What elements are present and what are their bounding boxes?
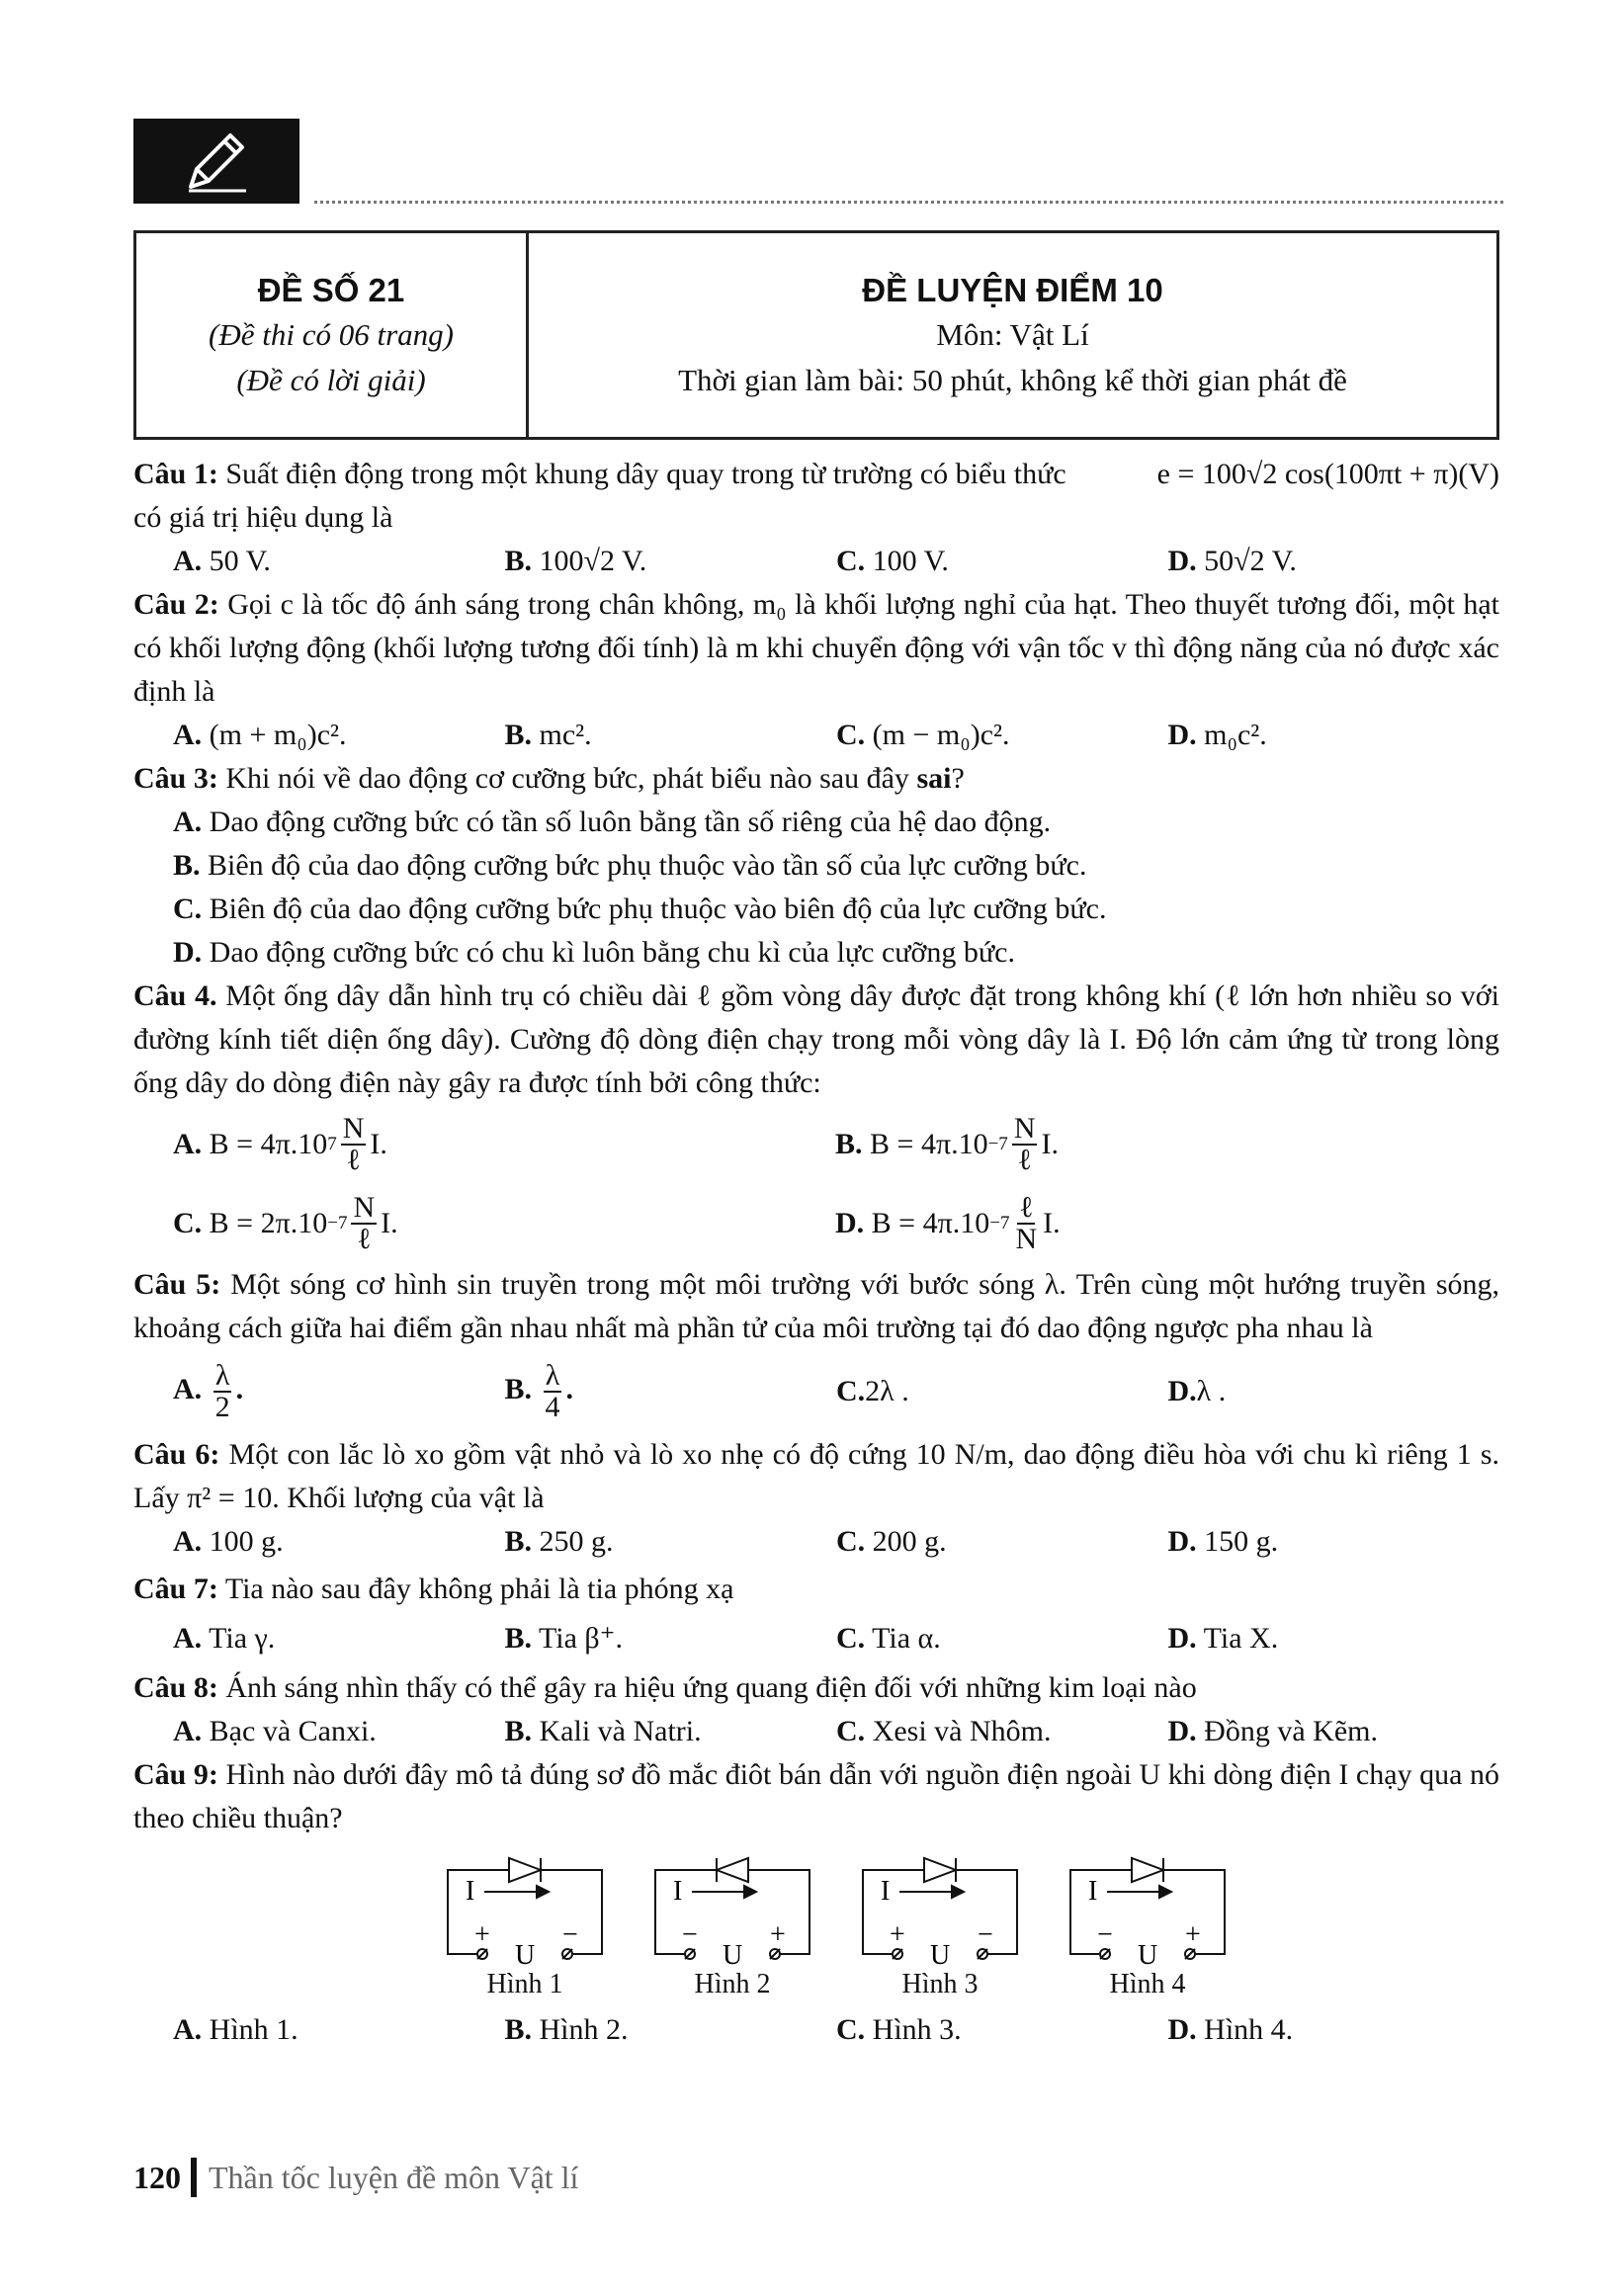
- options: [133, 2008, 1499, 2052]
- option-a[interactable]: A. Tia γ.: [173, 1622, 276, 1655]
- exponent: 7: [327, 1134, 337, 1154]
- right-terminal-sign: +: [770, 1919, 786, 1950]
- left-terminal-sign: +: [474, 1919, 490, 1950]
- formula: e = 100√2 cos(100πt + π)(V): [1156, 458, 1499, 490]
- circuit-figures: [173, 1850, 1499, 2000]
- question-text: có giá trị hiệu dụng là: [133, 501, 393, 534]
- options-row-1: [133, 1105, 1499, 1184]
- exam-info: [136, 233, 529, 437]
- option-letter: B.: [504, 1622, 533, 1655]
- voltage-label: U: [515, 1940, 536, 1969]
- option-d[interactable]: D. Hình 4.: [1167, 2013, 1294, 2046]
- exponent: −7: [327, 1213, 348, 1233]
- option-d[interactable]: [1168, 1370, 1500, 1413]
- question-label: Câu 1:: [133, 458, 218, 490]
- option-d[interactable]: D. Đồng và Kẽm.: [1167, 1715, 1378, 1747]
- option-letter: B.: [504, 545, 533, 577]
- figure-2: [647, 1850, 817, 2000]
- option-b[interactable]: B. 250 g.: [504, 1525, 614, 1558]
- question-label: Câu 6:: [133, 1438, 220, 1471]
- fraction: [213, 1361, 232, 1422]
- option-a[interactable]: A. Dao động cưỡng bức có tần số luôn bằng tần số riêng của hệ dao động.: [173, 806, 1052, 838]
- option-d[interactable]: D. 50√2 V.: [1167, 545, 1297, 577]
- option-c[interactable]: C. 200 g.: [836, 1525, 947, 1558]
- figure-caption: Hình 1: [486, 1969, 563, 1999]
- option-b[interactable]: B. mc².: [504, 719, 592, 751]
- option-letter: C.: [173, 1207, 203, 1239]
- exam-duration: Thời gian làm bài: 50 phút, không kể thời gian phát đề: [678, 363, 1347, 397]
- option-d[interactable]: D. Dao động cưỡng bức có chu kì luôn bằng chu kì của lực cưỡng bức.: [173, 936, 1015, 969]
- option-letter: C.: [836, 2013, 866, 2046]
- option-c[interactable]: C. 100 V.: [836, 545, 949, 577]
- question-2: [133, 583, 1499, 714]
- right-terminal-sign: −: [978, 1919, 993, 1950]
- options: [133, 714, 1499, 757]
- option-tail: .: [565, 1372, 574, 1405]
- question-label: Câu 8:: [133, 1671, 218, 1704]
- option-letter: D.: [1167, 719, 1197, 751]
- question-7: [133, 1568, 1499, 1611]
- option-c[interactable]: C. Xesi và Nhôm.: [836, 1715, 1052, 1747]
- option-letter: C.: [836, 545, 866, 577]
- option-letter: A.: [173, 1622, 203, 1655]
- option-letter: A.: [173, 1128, 203, 1160]
- figure-3: [855, 1850, 1025, 2000]
- fraction: [341, 1114, 367, 1175]
- option-a[interactable]: [173, 1361, 505, 1422]
- denominator: ℓ: [346, 1144, 361, 1176]
- solution-note: (Đề có lời giải): [236, 363, 426, 397]
- footer-divider: [191, 2158, 197, 2197]
- question-label: Câu 5:: [133, 1268, 221, 1301]
- option-letter: A.: [173, 719, 203, 751]
- voltage-label: U: [1138, 1940, 1158, 1969]
- formula-lhs: B = 4π.10: [871, 1207, 990, 1239]
- option-letter: B.: [504, 1525, 533, 1558]
- fraction: [1013, 1193, 1039, 1254]
- option-letter: D.: [835, 1207, 865, 1239]
- option-letter: A.: [173, 1525, 203, 1558]
- option-letter: D.: [1167, 545, 1197, 577]
- option-a[interactable]: A. 100 g.: [173, 1525, 284, 1558]
- question-text: Khi nói về dao động cơ cưỡng bức, phát biểu nào sau đây: [225, 762, 909, 795]
- option-letter: B.: [504, 2013, 533, 2046]
- option-letter: A.: [173, 1372, 203, 1405]
- option-a[interactable]: A. Hình 1.: [173, 2013, 298, 2046]
- question-8: [133, 1666, 1499, 1710]
- option-letter: D.: [1167, 1622, 1197, 1655]
- option-letter: A.: [173, 806, 203, 838]
- current-label: I: [466, 1876, 475, 1907]
- question-text: Một sóng cơ hình sin truyền trong một môi trường với bước sóng λ. Trên cùng một hướng truyền sóng, khoảng cách giữa hai điểm gần nhau nhất mà phần tử của môi trường tại đó dao động ngược pha nhau là: [133, 1268, 1500, 1344]
- option-letter: B.: [835, 1128, 863, 1160]
- options-row-2: [133, 1184, 1499, 1263]
- exam-subject: Môn: Vật Lí: [936, 317, 1089, 352]
- page-footer: [133, 2158, 578, 2197]
- option-c[interactable]: [173, 1184, 835, 1263]
- denominator: 2: [214, 1391, 230, 1423]
- question-text: Gọi c là tốc độ ánh sáng trong chân không, m₀ là khối lượng nghỉ của hạt. Theo thuyết tương đối, một hạt có khối lượng động (khối lượng tương đối tính) là m khi chuyển động với vận tốc v thì động năng của nó được xác định là: [133, 588, 1500, 708]
- formula-lhs: B = 4π.10: [209, 1128, 328, 1160]
- option-c[interactable]: C. Hình 3.: [836, 2013, 962, 2046]
- question-9: [133, 1753, 1499, 1840]
- figure-caption: Hình 4: [1109, 1969, 1186, 1999]
- option-b[interactable]: B. Hình 2.: [504, 2013, 629, 2046]
- denominator: N: [1015, 1223, 1038, 1255]
- option-letter: D.: [1167, 1715, 1197, 1747]
- option-letter: A.: [173, 2013, 203, 2046]
- option-letter: C.: [836, 1715, 866, 1747]
- figure-1: [440, 1850, 610, 2000]
- question-label: Câu 2:: [133, 588, 219, 621]
- options: [133, 1710, 1499, 1753]
- questions: [133, 453, 1499, 2052]
- figure-caption: Hình 3: [901, 1969, 979, 1999]
- left-terminal-sign: −: [1097, 1919, 1113, 1950]
- option-letter: C.: [836, 719, 866, 751]
- voltage-label: U: [723, 1940, 743, 1969]
- option-letter: C.: [836, 1622, 866, 1655]
- fraction: [1012, 1114, 1038, 1175]
- option-letter: A.: [173, 545, 203, 577]
- formula-lhs: B = 2π.10: [209, 1207, 328, 1239]
- formula-rhs: I.: [1041, 1128, 1059, 1160]
- circuit-diagram: [440, 1850, 610, 1969]
- option-letter: C.: [836, 1375, 866, 1407]
- question-text: Ánh sáng nhìn thấy có thể gây ra hiệu ứng quang điện đối với những kim loại nào: [225, 1671, 1197, 1704]
- right-terminal-sign: +: [1185, 1919, 1201, 1950]
- option-b[interactable]: [835, 1105, 1497, 1184]
- pencil-icon: [177, 122, 256, 201]
- numerator: N: [342, 1112, 365, 1145]
- option-value: λ .: [1196, 1375, 1227, 1407]
- question-4: [133, 975, 1499, 1105]
- question-text: Một con lắc lò xo gồm vật nhỏ và lò xo nhẹ có độ cứng 10 N/m, dao động điều hòa với chu kì riêng 1 s. Lấy π² = 10. Khối lượng của vật là: [133, 1438, 1500, 1514]
- question-label: Câu 7:: [133, 1573, 218, 1605]
- formula-lhs: B = 4π.10: [870, 1128, 988, 1160]
- exam-title: ĐỀ LUYỆN ĐIỂM 10: [862, 272, 1163, 308]
- figure-caption: Hình 2: [694, 1969, 771, 1999]
- option-a[interactable]: A. Bạc và Canxi.: [173, 1715, 377, 1747]
- option-letter: D.: [1167, 1375, 1197, 1407]
- option-letter: D.: [1167, 2013, 1197, 2046]
- option-letter: C.: [173, 893, 203, 925]
- option-letter: B.: [504, 1372, 533, 1405]
- current-label: I: [1088, 1876, 1098, 1907]
- options: [133, 540, 1499, 583]
- current-label: I: [673, 1876, 683, 1907]
- option-c[interactable]: [836, 1370, 1168, 1413]
- voltage-label: U: [930, 1940, 951, 1969]
- header-badge: [133, 119, 299, 204]
- question-text: Một ống dây dẫn hình trụ có chiều dài ℓ gồm vòng dây được đặt trong không khí (ℓ lớn hơn nhiều so với đường kính tiết diện ống dây). Cường độ dòng điện chạy trong mỗi vòng dây là I. Độ lớn cảm ứng từ trong lòng ống dây do dòng điện này gây ra được tính bởi công thức:: [133, 979, 1499, 1099]
- denominator: 4: [545, 1391, 560, 1423]
- question-text: Suất điện động trong một khung dây quay trong từ trường có biểu thức: [225, 458, 1066, 490]
- option-c[interactable]: C. (m − m₀)c².: [836, 719, 1010, 751]
- option-a[interactable]: A. (m + m₀)c².: [173, 719, 347, 751]
- option-b[interactable]: [505, 1361, 837, 1422]
- option-c[interactable]: C. Biên độ của dao động cưỡng bức phụ thuộc vào biên độ của lực cưỡng bức.: [173, 893, 1107, 925]
- question-label: Câu 3:: [133, 762, 218, 795]
- option-c[interactable]: C. Tia α.: [836, 1622, 941, 1655]
- question-label: Câu 4.: [133, 979, 217, 1012]
- numerator: λ: [214, 1359, 230, 1392]
- denominator: ℓ: [357, 1223, 372, 1255]
- option-d[interactable]: [835, 1184, 1497, 1263]
- exponent: −7: [989, 1213, 1010, 1233]
- option-letter: C.: [836, 1525, 866, 1558]
- options: [133, 1520, 1499, 1564]
- current-label: I: [881, 1876, 891, 1907]
- fraction: [351, 1193, 377, 1254]
- options: [133, 1350, 1499, 1433]
- header-divider: [314, 201, 1503, 204]
- numerator: N: [353, 1191, 376, 1224]
- circuit-diagram: [855, 1850, 1025, 1969]
- exam-number: ĐỀ SỐ 21: [257, 272, 405, 308]
- emphasis: sai: [916, 762, 952, 795]
- option-letter: A.: [173, 1715, 203, 1747]
- fraction: [544, 1361, 562, 1422]
- circuit-diagram: [1063, 1850, 1233, 1969]
- question-1: [133, 453, 1499, 540]
- option-d[interactable]: D. m₀c².: [1167, 719, 1267, 751]
- option-tail: .: [235, 1372, 244, 1405]
- formula-rhs: I.: [1043, 1207, 1061, 1239]
- option-a[interactable]: [173, 1105, 835, 1184]
- option-d[interactable]: D. 150 g.: [1167, 1525, 1279, 1558]
- denominator: ℓ: [1017, 1144, 1032, 1176]
- option-letter: B.: [173, 849, 201, 882]
- option-letter: B.: [504, 1715, 533, 1747]
- option-b[interactable]: B. Kali và Natri.: [504, 1715, 702, 1747]
- option-b[interactable]: B. Biên độ của dao động cưỡng bức phụ thuộc vào tần số của lực cưỡng bức.: [173, 849, 1087, 882]
- formula-rhs: I.: [381, 1207, 398, 1239]
- figure-4: [1063, 1850, 1233, 2000]
- option-letter: D.: [173, 936, 203, 969]
- option-b[interactable]: B. Tia β⁺.: [504, 1622, 623, 1655]
- question-text: Tia nào sau đây không phải là tia phóng xạ: [224, 1573, 734, 1605]
- question-label: Câu 9:: [133, 1758, 218, 1791]
- exponent: −7: [987, 1134, 1008, 1154]
- question-3: [133, 757, 1499, 801]
- page-number: 120: [133, 2159, 181, 2195]
- option-value: 2λ .: [865, 1375, 909, 1407]
- pages-note: (Đề thi có 06 trang): [209, 317, 454, 352]
- right-terminal-sign: −: [562, 1919, 578, 1950]
- circuit-diagram: [647, 1850, 817, 1969]
- numerator: λ: [545, 1359, 560, 1392]
- numerator: N: [1013, 1112, 1036, 1145]
- options: [133, 1617, 1499, 1660]
- left-terminal-sign: +: [890, 1919, 905, 1950]
- question-text: Hình nào dưới đây mô tả đúng sơ đồ mắc điôt bán dẫn với nguồn điện ngoài U khi dòng điện I chạy qua nó theo chiều thuận?: [133, 1758, 1500, 1834]
- book-title: Thần tốc luyện đề môn Vật lí: [209, 2159, 579, 2195]
- exam-title-block: [529, 233, 1496, 437]
- option-a[interactable]: A. 50 V.: [173, 545, 271, 577]
- numerator: ℓ: [1019, 1191, 1034, 1224]
- option-b[interactable]: B. 100√2 V.: [504, 545, 647, 577]
- question-6: [133, 1433, 1499, 1520]
- option-d[interactable]: D. Tia X.: [1167, 1622, 1279, 1655]
- question-end: ?: [951, 762, 965, 795]
- left-terminal-sign: −: [682, 1919, 698, 1950]
- formula-rhs: I.: [370, 1128, 387, 1160]
- option-letter: D.: [1167, 1525, 1197, 1558]
- question-5: [133, 1263, 1499, 1350]
- exam-header-box: [133, 230, 1499, 440]
- option-letter: B.: [504, 719, 533, 751]
